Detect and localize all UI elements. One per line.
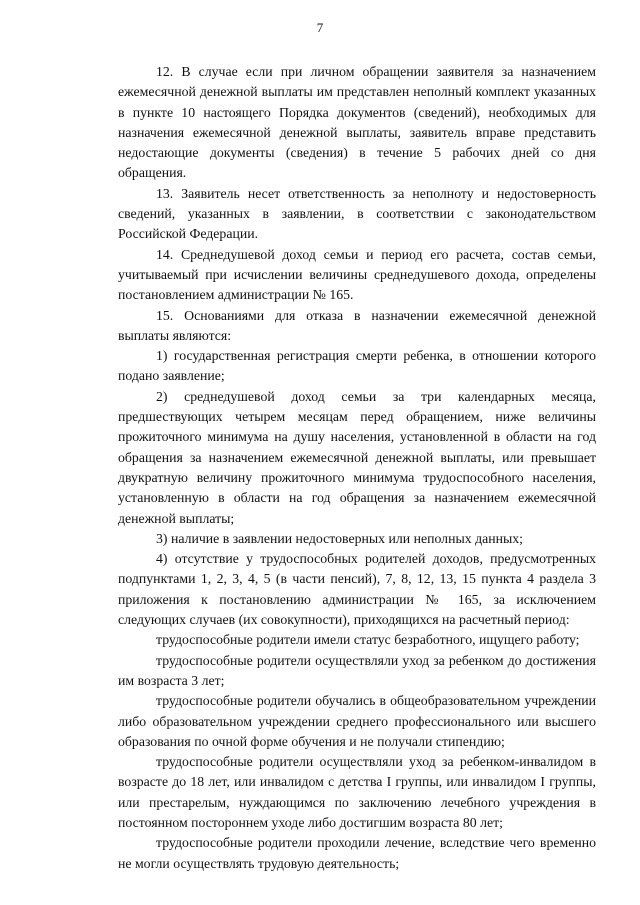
page-number: 7 [316, 20, 324, 35]
exception-education: трудоспособные родители обучались в общеобразовательном учреждении либо образовательном учреждении среднего профессионального или высшего образования по очной форме обучения и не получали стипендию; [118, 693, 596, 749]
paragraph-12: 12. В случае если при личном обращении заявителя за назначением ежемесячной денежной выплаты им представлен неполный комплект указанных в пункте 10 настоящего Порядка документов (сведений), необходимых для назначения ежемесячной денежной выплаты, заявитель вправе представить недостающие документы (сведения) в течение 5 рабочих дней со дня обращения. [118, 64, 596, 181]
exception-treatment: трудоспособные родители проходили лечение, вследствие чего временно не могли осуществлять трудовую деятельность; [118, 835, 596, 871]
exception-disabled-care: трудоспособные родители осуществляли уход за ребенком-инвалидом в возрасте до 18 лет, или инвалидом с детства I группы, или инвалидом I группы, или престарелым, нуждающимся по заключению лечебного учреждения в постоянном постороннем уходе либо достигшим возраста 80 лет; [118, 754, 596, 830]
exception-unemployed: трудоспособные родители имели статус безработного, ищущего работу; [156, 632, 580, 648]
paragraph-13: 13. Заявитель несет ответственность за неполноту и недостоверность сведений, указанных в заявлении, в соответствии с законодательством Российской Федерации. [118, 185, 596, 242]
paragraph-14: 14. Среднедушевой доход семьи и период его расчета, состав семьи, учитываемый при исчислении величины среднедушевого дохода, определены постановлением администрации № 165. [118, 246, 596, 303]
paragraph-15: 15. Основаниями для отказа в назначении ежемесячной денежной выплаты являются: [118, 307, 596, 343]
list-item-4: 4) отсутствие у трудоспособных родителей доходов, предусмотренных подпунктами 1, 2, 3, 4, 5 (в части пенсий), 7, 8, 12, 13, 15 пункта 4 раздела 3 приложения к постановлению администрации № 165, за исключением следующих случаев (их совокупности), приходящихся на расчетный период: [118, 551, 596, 628]
list-item-3: 3) наличие в заявлении недостоверных или неполных данных; [156, 530, 523, 546]
document-body [118, 62, 596, 874]
exception-childcare: трудоспособные родители осуществляли уход за ребенком до достижения им возраста 3 лет; [118, 652, 596, 688]
list-item-1: 1) государственная регистрация смерти ребенка, в отношении которого подано заявление; [118, 348, 596, 384]
list-item-2: 2) среднедушевой доход семьи за три календарных месяца, предшествующих четырем месяцам перед обращением, ниже величины прожиточного минимума на душу населения, установленной в области на год обращения за назначением ежемесячной денежной выплаты, или превышает двукратную величину прожиточного минимума трудоспособного населения, установленную в области на год обращения за назначением ежемесячной денежной выплаты; [118, 388, 596, 526]
